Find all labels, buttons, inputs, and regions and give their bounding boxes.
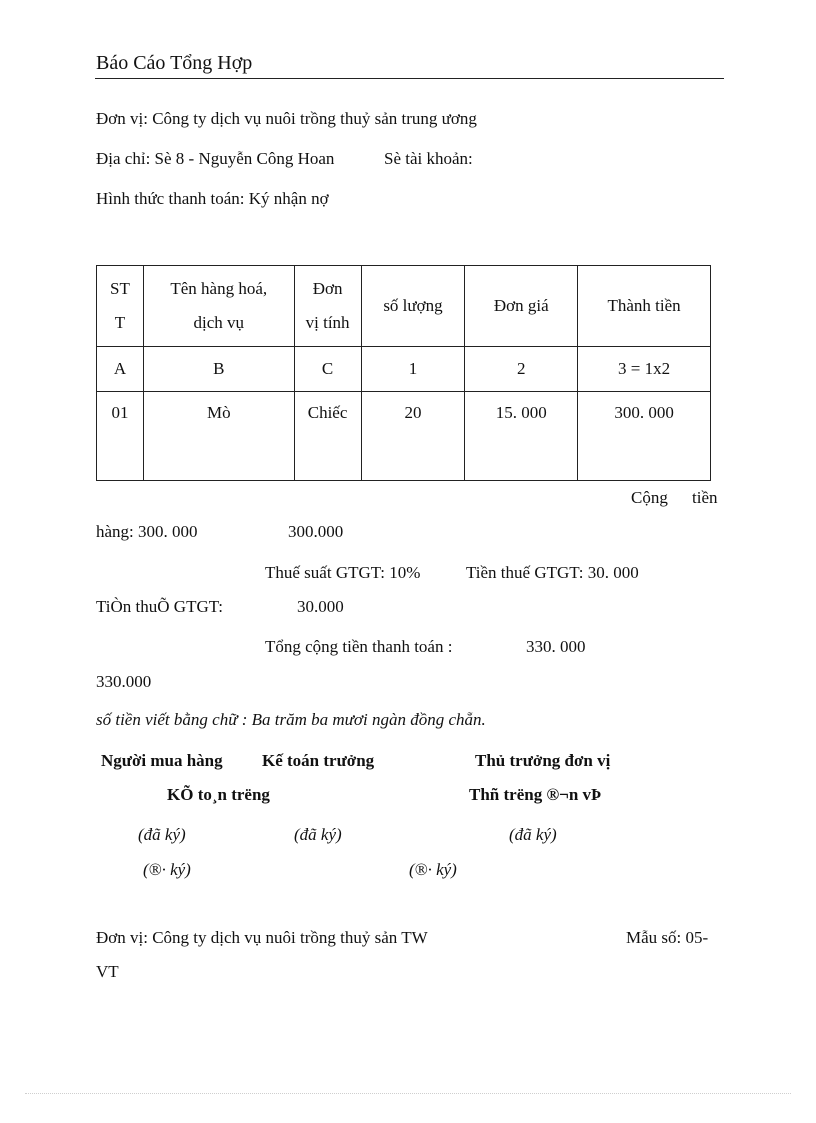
header-item-line1: Tên hàng hoá, <box>170 279 268 298</box>
payment-method: Hình thức thanh toán: Ký nhận nợ <box>96 189 329 208</box>
header-unit <box>294 266 361 347</box>
page-title: Báo Cáo Tổng Hợp <box>96 52 253 74</box>
signature-accountant: Kế toán trưởng <box>262 751 375 770</box>
header-quantity: số lượng <box>361 266 465 347</box>
header-item-name <box>143 266 294 347</box>
header-stt-line2: T <box>114 313 126 332</box>
signature-head: Thủ trưởng đơn vị <box>475 751 611 770</box>
header-unit-line2: vị tính <box>305 313 350 332</box>
amount-in-words: số tiền viết bằng chữ : Ba trăm ba mươi ngàn đồng chẵn. <box>96 710 486 729</box>
table-cell: 1 <box>361 347 465 392</box>
vat-value-garbled: 30.000 <box>297 597 344 616</box>
header-unit-line1: Đơn <box>312 279 343 298</box>
page-bottom-divider <box>25 1093 791 1094</box>
table-cell: 3 = 1x2 <box>578 347 711 392</box>
signed-note-garbled-1: (®· ký) <box>143 860 191 879</box>
company-address: Địa chỉ: Sè 8 - Nguyễn Công Hoan <box>96 149 335 168</box>
signature-head-garbled: Thñ trëng ®¬n vÞ <box>469 785 602 804</box>
table-cell: Mò <box>143 392 294 481</box>
table-cell: 20 <box>361 392 465 481</box>
table-cell: 300. 000 <box>578 392 711 481</box>
account-number-label: Sè tài khoản: <box>384 149 473 168</box>
signed-note-accountant: (đã ký) <box>294 825 342 844</box>
vat-label-garbled: TiÒn thuÕ GTGT: <box>96 597 223 616</box>
signed-note-garbled-2: (®· ký) <box>409 860 457 879</box>
table-code-row <box>97 347 711 392</box>
header-stt <box>97 266 144 347</box>
signed-note-buyer: (đã ký) <box>138 825 186 844</box>
table-header-row <box>97 266 711 347</box>
total-label-part2: tiền <box>692 488 718 507</box>
signed-note-head: (đã ký) <box>509 825 557 844</box>
vat-amount: Tiền thuế GTGT: 30. 000 <box>466 563 639 582</box>
header-amount: Thành tiền <box>578 266 711 347</box>
table-cell: 01 <box>97 392 144 481</box>
grand-total-label: Tổng cộng tiền thanh toán : <box>265 637 453 656</box>
grand-total-repeat: 330.000 <box>96 672 152 691</box>
company-unit: Đơn vị: Công ty dịch vụ nuôi trồng thuỷ sản trung ương <box>96 109 477 128</box>
table-cell: C <box>294 347 361 392</box>
form-number: Mẫu số: 05- <box>626 928 709 947</box>
table-row <box>97 392 711 481</box>
goods-total: hàng: 300. 000 <box>96 522 198 541</box>
table-cell: 15. 000 <box>465 392 578 481</box>
invoice-table <box>96 265 711 481</box>
total-label-part1: Cộng <box>631 488 668 507</box>
table-cell: A <box>97 347 144 392</box>
signature-accountant-garbled: KÕ to¸n trëng <box>167 785 270 804</box>
signature-buyer: Người mua hàng <box>101 751 223 770</box>
footer-unit: Đơn vị: Công ty dịch vụ nuôi trồng thuỷ sản TW <box>96 928 428 947</box>
form-number-suffix: VT <box>96 962 119 981</box>
header-unit-price: Đơn giá <box>465 266 578 347</box>
table-cell: Chiếc <box>294 392 361 481</box>
table-cell: 2 <box>465 347 578 392</box>
goods-total-value: 300.000 <box>288 522 344 541</box>
vat-rate: Thuế suất GTGT: 10% <box>265 563 421 582</box>
header-stt-line1: ST <box>110 279 130 298</box>
header-item-line2: dịch vụ <box>193 313 245 332</box>
table-cell: B <box>143 347 294 392</box>
grand-total-value: 330. 000 <box>526 637 586 656</box>
header-divider <box>95 78 724 79</box>
